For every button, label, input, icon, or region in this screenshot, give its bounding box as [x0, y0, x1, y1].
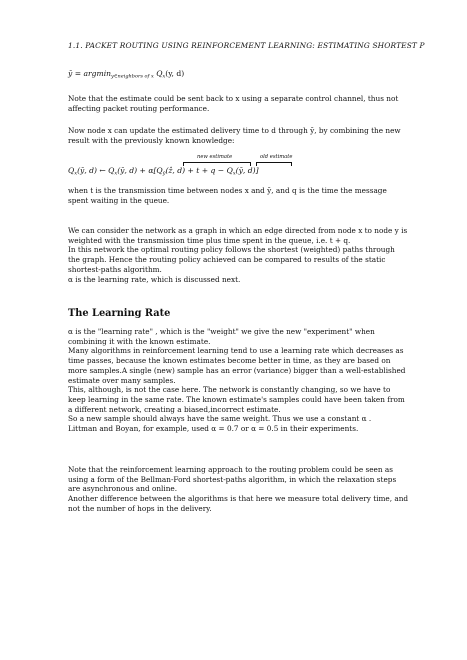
new-estimate-label: new estimate [197, 154, 233, 160]
paragraph-control-channel [68, 94, 460, 113]
text-line: more samples.A single (new) sample has an error (variance) bigger than a well-established [68, 365, 406, 375]
equation-rhs-args: (y, d) [165, 69, 185, 78]
old-estimate-subscript: x [232, 170, 236, 177]
new-estimate-args: (ẑ, d) + t + q [165, 166, 216, 175]
minus-sign: − [215, 166, 227, 175]
old-estimate-args: (ȳ, d) [235, 166, 256, 175]
equation-lhs: Q [68, 166, 75, 175]
equation-mid-args: (ȳ, d) + α[ [117, 166, 157, 175]
text-line: affecting packet routing performance. [68, 103, 210, 113]
new-estimate-subscript: ȳ [162, 170, 166, 177]
text-line: This, although, is not the case here. The network is constantly changing, so we have to [68, 385, 391, 395]
text-line: spent waiting in the queue. [68, 195, 170, 205]
text-line: time passes, because the known estimates become better in time, as they are based on [68, 356, 391, 366]
argmin-equation [68, 69, 184, 80]
equation-lhs-args: (ȳ, d) ← Q [77, 166, 115, 175]
closing-bracket: ] [255, 166, 259, 175]
section-heading: The Learning Rate [68, 308, 171, 319]
text-line: a different network, creating a biased,incorrect estimate. [68, 404, 281, 414]
equation-subscript: y∈neighbors of x [111, 73, 154, 80]
equation-rhs: Q [156, 69, 163, 78]
paragraph-learning-rate [68, 327, 460, 434]
text-line: result with the previously known knowledge: [68, 135, 235, 145]
old-estimate-term: Q [226, 166, 233, 175]
text-line: using a form of the Bellman-Ford shortest-paths algorithm, in which the relaxation steps [68, 474, 397, 484]
text-line: when t is the transmission time between nodes x and ȳ, and q is the time the message [68, 186, 387, 195]
text-line: estimate over many samples. [68, 375, 176, 385]
running-header: 1.1. PACKET ROUTING USING REINFORCEMENT LEARNING: ESTIMATING SHORTEST P [68, 41, 425, 50]
new-estimate-term: Q [156, 166, 163, 175]
text-line: α is the learning rate, which is discussed next. [68, 274, 241, 284]
equation-rhs-subscript: x [162, 73, 166, 80]
paragraph-network-graph [68, 226, 460, 284]
text-line: Littman and Boyan, for example, used α = 0.7 or α = 0.5 in their experiments. [68, 424, 359, 434]
text-line: We can consider the network as a graph in which an edge directed from node x to node y is [68, 226, 408, 235]
text-line: are asynchronous and online. [68, 484, 178, 494]
old-estimate-label: old estimate [260, 154, 293, 160]
text-line: not the number of hops in the delivery. [68, 503, 212, 513]
text-line: Many algorithms in reinforcement learning tend to use a learning rate which decreases as [68, 346, 404, 356]
equation-lhs-subscript: x [74, 170, 78, 177]
equation-lhs: ȳ = argmin [68, 69, 112, 78]
text-line: Note that the reinforcement learning approach to the routing problem could be seen as [68, 465, 393, 474]
text-line: So a new sample should always have the same weight. Thus we use a constant α . [68, 414, 372, 424]
update-equation [68, 166, 259, 177]
text-line: Note that the estimate could be sent back to x using a separate control channel, thus not [68, 94, 399, 103]
paragraph-bellman-ford [68, 465, 460, 514]
paragraph-transmission-time [68, 186, 460, 205]
text-line: In this network the optimal routing policy follows the shortest (weighted) paths through [68, 245, 395, 255]
old-estimate-brace [256, 162, 292, 166]
text-line: Another difference between the algorithms is that here we measure total delivery time, and [68, 494, 409, 504]
text-line: keep learning in the same rate. The known estimate's samples could have been taken from [68, 394, 405, 404]
paragraph-update-intro [68, 126, 460, 145]
text-line: α is the "learning rate" , which is the "weight" we give the new "experiment" when [68, 327, 375, 336]
text-line: Now node x can update the estimated delivery time to d through ȳ, by combining the new [68, 126, 401, 135]
text-line: combining it with the known estimate. [68, 336, 211, 346]
text-line: weighted with the transmission time plus time spent in the queue, i.e. t + q. [68, 235, 351, 245]
equation-mid-subscript: x [114, 170, 118, 177]
text-line: the graph. Hence the routing policy achieved can be compared to results of the static [68, 255, 386, 265]
text-line: shortest-paths algorithm. [68, 264, 162, 274]
